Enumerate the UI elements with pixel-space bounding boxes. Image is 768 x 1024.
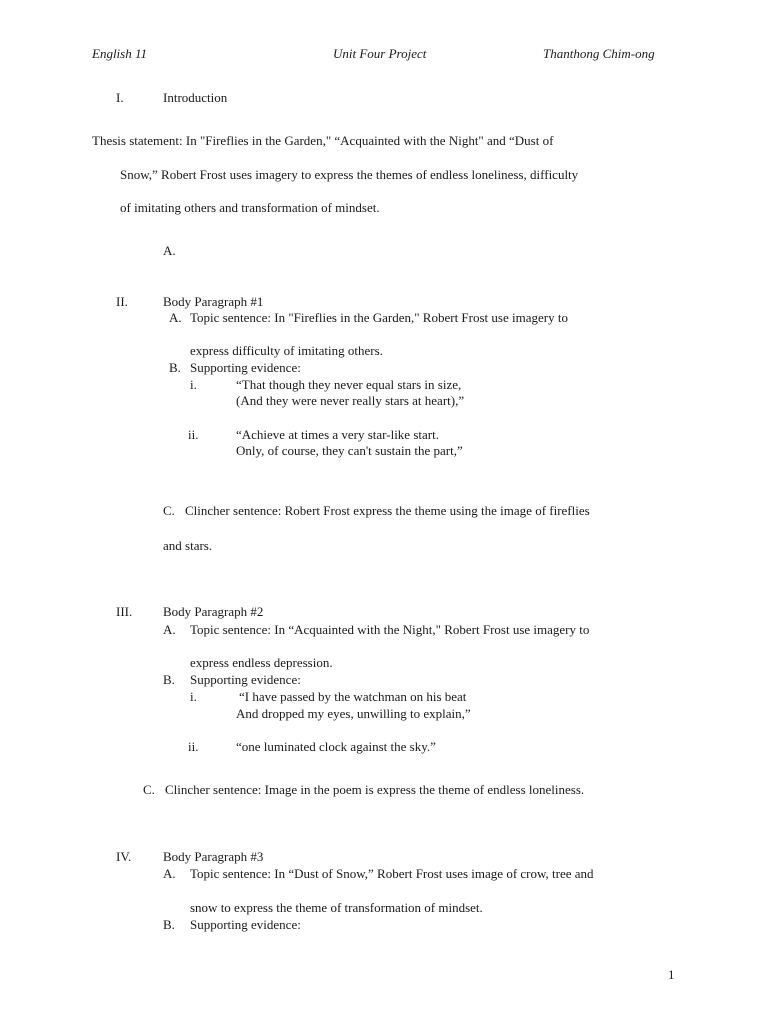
- section-2-evidence-label: Supporting evidence:: [190, 360, 301, 375]
- section-4-topic-line-2: snow to express the theme of transformation of mindset.: [190, 900, 483, 915]
- section-1-numeral: I.: [116, 90, 124, 105]
- thesis-line-3: of imitating others and transformation of mindset.: [120, 200, 380, 215]
- section-3-topic-line-2: express endless depression.: [190, 655, 333, 670]
- header-right: Thanthong Chim-ong: [543, 46, 655, 61]
- section-3-i-numeral: i.: [190, 689, 197, 704]
- section-3-quote-i-line-1: “I have passed by the watchman on his beat: [239, 689, 467, 704]
- section-3-b-letter: B.: [163, 672, 175, 687]
- section-2-numeral: II.: [116, 294, 128, 309]
- section-3-evidence-label: Supporting evidence:: [190, 672, 301, 687]
- section-2-a-letter: A.: [169, 310, 182, 325]
- section-4-title: Body Paragraph #3: [163, 849, 264, 864]
- section-2-clincher-line-2: and stars.: [163, 538, 213, 553]
- section-2-c-letter: C.: [163, 503, 175, 518]
- section-2-clincher-line-1: Clincher sentence: Robert Frost express the theme using the image of fireflies: [185, 503, 590, 518]
- section-3-quote-ii: “one luminated clock against the sky.”: [236, 739, 436, 754]
- section-3-c-letter: C.: [143, 782, 155, 797]
- section-3-clincher: Clincher sentence: Image in the poem is express the theme of endless loneliness.: [165, 782, 585, 797]
- header-center: Unit Four Project: [333, 46, 427, 61]
- header-left: English 11: [92, 46, 148, 61]
- thesis-line-2: Snow,” Robert Frost uses imagery to express the themes of endless loneliness, difficulty: [120, 167, 579, 182]
- section-3-title: Body Paragraph #2: [163, 604, 264, 619]
- section-2-i-numeral: i.: [190, 377, 197, 392]
- section-2-quote-i-line-1: “That though they never equal stars in size,: [236, 377, 462, 392]
- section-1-title: Introduction: [163, 90, 228, 105]
- section-2-b-letter: B.: [169, 360, 181, 375]
- section-4-a-letter: A.: [163, 866, 176, 881]
- section-3-quote-i-line-2: And dropped my eyes, unwilling to explain,”: [236, 706, 471, 721]
- section-3-ii-numeral: ii.: [188, 739, 199, 754]
- section-3-numeral: III.: [116, 604, 133, 619]
- section-3-topic-line-1: Topic sentence: In “Acquainted with the Night," Robert Frost use imagery to: [190, 622, 590, 637]
- section-3-a-letter: A.: [163, 622, 176, 637]
- section-4-topic-line-1: Topic sentence: In “Dust of Snow,” Robert Frost uses image of crow, tree and: [190, 866, 594, 881]
- section-2-title: Body Paragraph #1: [163, 294, 264, 309]
- section-2-quote-ii-line-2: Only, of course, they can't sustain the part,”: [236, 443, 463, 458]
- section-1-item-a: A.: [163, 243, 176, 258]
- section-4-numeral: IV.: [116, 849, 132, 864]
- section-2-topic-line-2: express difficulty of imitating others.: [190, 343, 383, 358]
- section-4-b-letter: B.: [163, 917, 175, 932]
- section-2-topic-line-1: Topic sentence: In "Fireflies in the Garden," Robert Frost use imagery to: [190, 310, 568, 325]
- section-2-quote-ii-line-1: “Achieve at times a very star-like start.: [236, 427, 439, 442]
- section-2-quote-i-line-2: (And they were never really stars at heart),”: [236, 393, 465, 408]
- page-number: 1: [668, 967, 675, 982]
- thesis-line-1: Thesis statement: In "Fireflies in the Garden," “Acquainted with the Night" and “Dust of: [92, 133, 554, 148]
- section-4-evidence-label: Supporting evidence:: [190, 917, 301, 932]
- section-2-ii-numeral: ii.: [188, 427, 199, 442]
